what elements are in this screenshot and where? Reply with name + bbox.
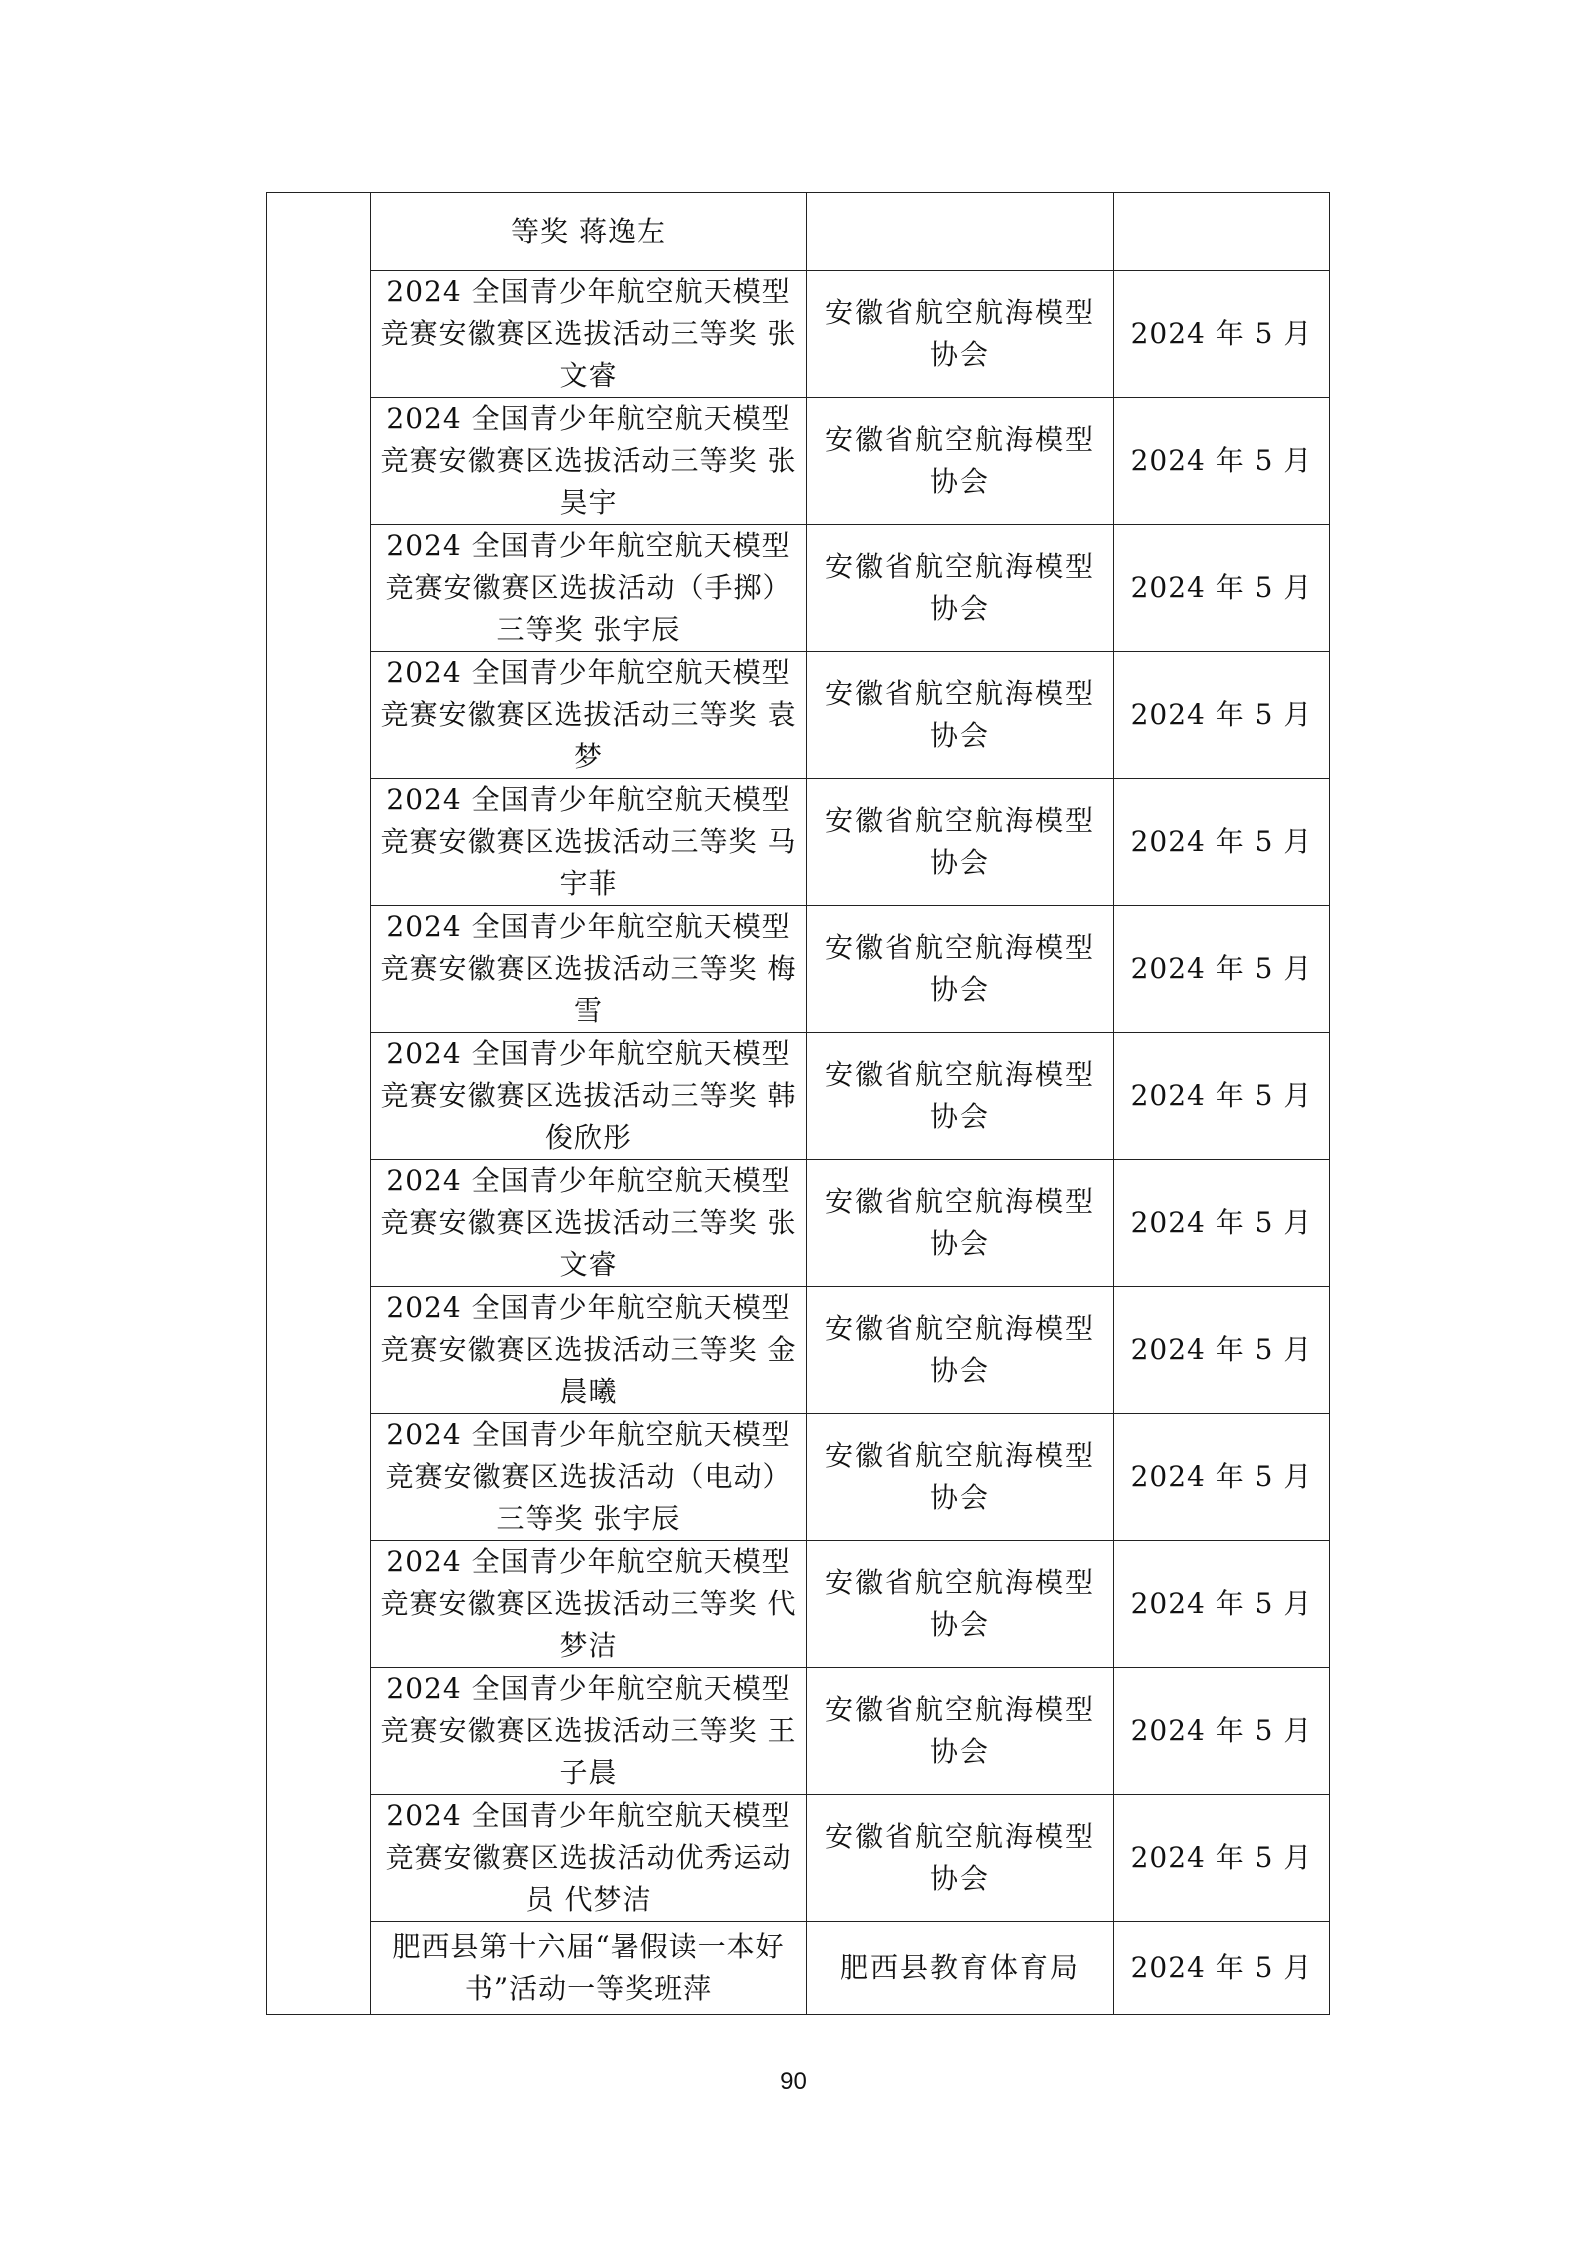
org-text: 安徽省航空航海模型协会 [824, 1058, 1095, 1133]
date-text: 2024 年 5 月 [1130, 1333, 1313, 1366]
table-row [267, 525, 1330, 652]
table-row [267, 1668, 1330, 1795]
date-cell [1114, 1922, 1330, 2015]
org-cell [807, 906, 1114, 1033]
date-cell [1114, 398, 1330, 525]
org-cell [807, 193, 1114, 271]
org-text: 安徽省航空航海模型协会 [824, 1312, 1095, 1387]
table-row [267, 652, 1330, 779]
date-text: 2024 年 5 月 [1130, 1079, 1313, 1112]
org-text: 安徽省航空航海模型协会 [824, 1693, 1095, 1768]
table-row [267, 193, 1330, 271]
award-cell [371, 271, 807, 398]
org-cell [807, 525, 1114, 652]
award-text: 2024 全国青少年航空航天模型竞赛安徽赛区选拔活动三等奖 王子晨 [380, 1672, 797, 1789]
award-text: 2024 全国青少年航空航天模型竞赛安徽赛区选拔活动三等奖 金晨曦 [380, 1291, 797, 1408]
table-row [267, 1922, 1330, 2015]
date-text: 2024 年 5 月 [1130, 1841, 1313, 1874]
org-text: 肥西县教育体育局 [839, 1951, 1080, 1984]
org-text: 安徽省航空航海模型协会 [824, 1820, 1095, 1895]
award-text: 2024 全国青少年航空航天模型竞赛安徽赛区选拔活动三等奖 袁梦 [380, 656, 797, 773]
date-text: 2024 年 5 月 [1130, 1587, 1313, 1620]
date-text: 2024 年 5 月 [1130, 317, 1313, 350]
org-cell [807, 1160, 1114, 1287]
award-cell [371, 1033, 807, 1160]
award-cell [371, 652, 807, 779]
page-number: 90 [780, 2068, 807, 2095]
org-text: 安徽省航空航海模型协会 [824, 1439, 1095, 1514]
org-cell [807, 1922, 1114, 2015]
award-text: 2024 全国青少年航空航天模型竞赛安徽赛区选拔活动三等奖 张文睿 [380, 275, 797, 392]
date-cell [1114, 1414, 1330, 1541]
org-text: 安徽省航空航海模型协会 [824, 550, 1095, 625]
org-cell [807, 1287, 1114, 1414]
org-text: 安徽省航空航海模型协会 [824, 423, 1095, 498]
award-text: 2024 全国青少年航空航天模型竞赛安徽赛区选拔活动三等奖 马宇菲 [380, 783, 797, 900]
date-cell [1114, 1160, 1330, 1287]
award-cell [371, 525, 807, 652]
awards-table [266, 192, 1330, 2015]
award-cell [371, 1541, 807, 1668]
date-cell [1114, 1287, 1330, 1414]
award-cell [371, 1287, 807, 1414]
award-text: 2024 全国青少年航空航天模型竞赛安徽赛区选拔活动（电动）三等奖 张宇辰 [385, 1418, 792, 1535]
date-cell [1114, 271, 1330, 398]
org-text: 安徽省航空航海模型协会 [824, 1566, 1095, 1641]
org-cell [807, 779, 1114, 906]
org-text: 安徽省航空航海模型协会 [824, 677, 1095, 752]
org-cell [807, 1033, 1114, 1160]
org-text: 安徽省航空航海模型协会 [824, 1185, 1095, 1260]
table-row [267, 1541, 1330, 1668]
award-text: 2024 全国青少年航空航天模型竞赛安徽赛区选拔活动三等奖 韩俊欣彤 [380, 1037, 797, 1154]
table-row [267, 398, 1330, 525]
table-row [267, 271, 1330, 398]
date-cell [1114, 906, 1330, 1033]
date-cell [1114, 1668, 1330, 1795]
award-cell [371, 1922, 807, 2015]
date-cell [1114, 1795, 1330, 1922]
date-text: 2024 年 5 月 [1130, 1460, 1313, 1493]
award-cell [371, 1795, 807, 1922]
table-row [267, 779, 1330, 906]
org-text: 安徽省航空航海模型协会 [824, 931, 1095, 1006]
award-text: 等奖 蒋逸左 [511, 214, 666, 248]
award-text: 2024 全国青少年航空航天模型竞赛安徽赛区选拔活动优秀运动员 代梦洁 [385, 1799, 792, 1916]
table-row [267, 1287, 1330, 1414]
org-text: 安徽省航空航海模型协会 [824, 296, 1095, 371]
award-text: 2024 全国青少年航空航天模型竞赛安徽赛区选拔活动（手掷）三等奖 张宇辰 [385, 529, 792, 646]
org-cell [807, 1541, 1114, 1668]
date-text: 2024 年 5 月 [1130, 571, 1313, 604]
table-row [267, 1795, 1330, 1922]
award-text: 2024 全国青少年航空航天模型竞赛安徽赛区选拔活动三等奖 张昊宇 [380, 402, 797, 519]
table-row [267, 1160, 1330, 1287]
date-text: 2024 年 5 月 [1130, 1206, 1313, 1239]
date-text: 2024 年 5 月 [1130, 952, 1313, 985]
awards-table-body [267, 193, 1330, 2015]
org-cell [807, 271, 1114, 398]
award-cell [371, 779, 807, 906]
org-cell [807, 1668, 1114, 1795]
award-cell [371, 1160, 807, 1287]
award-cell [371, 906, 807, 1033]
date-cell [1114, 525, 1330, 652]
award-text: 2024 全国青少年航空航天模型竞赛安徽赛区选拔活动三等奖 梅雪 [380, 910, 797, 1027]
date-text: 2024 年 5 月 [1130, 1951, 1313, 1984]
date-cell [1114, 1541, 1330, 1668]
date-text: 2024 年 5 月 [1130, 698, 1313, 731]
award-text: 肥西县第十六届“暑假读一本好书”活动一等奖班萍 [392, 1930, 785, 2005]
org-cell [807, 652, 1114, 779]
table-row [267, 1414, 1330, 1541]
date-cell [1114, 779, 1330, 906]
table-row [267, 1033, 1330, 1160]
award-cell [371, 398, 807, 525]
date-text: 2024 年 5 月 [1130, 1714, 1313, 1747]
category-cell [267, 193, 371, 2015]
award-cell [371, 1668, 807, 1795]
table-row [267, 906, 1330, 1033]
date-cell [1114, 1033, 1330, 1160]
award-text: 2024 全国青少年航空航天模型竞赛安徽赛区选拔活动三等奖 张文睿 [380, 1164, 797, 1281]
org-cell [807, 1795, 1114, 1922]
date-text: 2024 年 5 月 [1130, 444, 1313, 477]
org-cell [807, 398, 1114, 525]
award-text: 2024 全国青少年航空航天模型竞赛安徽赛区选拔活动三等奖 代梦洁 [380, 1545, 797, 1662]
org-cell [807, 1414, 1114, 1541]
date-cell [1114, 652, 1330, 779]
date-text: 2024 年 5 月 [1130, 825, 1313, 858]
date-cell [1114, 193, 1330, 271]
award-cell [371, 193, 807, 271]
org-text: 安徽省航空航海模型协会 [824, 804, 1095, 879]
award-cell [371, 1414, 807, 1541]
